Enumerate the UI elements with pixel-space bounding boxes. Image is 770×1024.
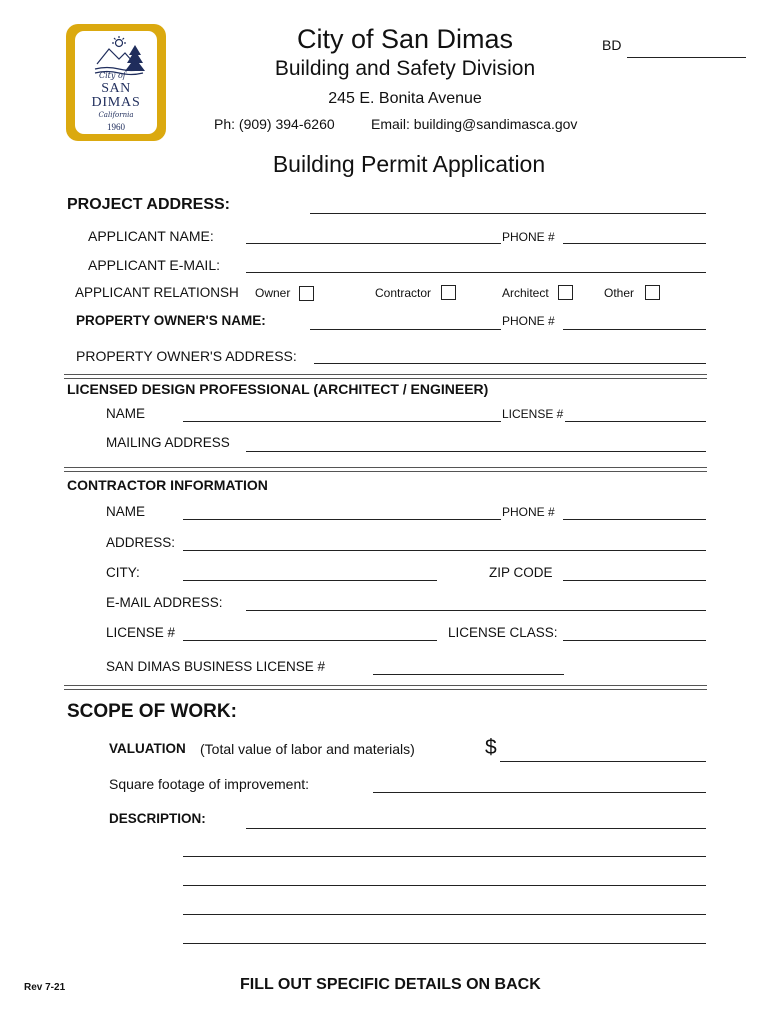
applicant-phone-field[interactable] [563, 243, 706, 244]
contractor-license-class-field[interactable] [563, 640, 706, 641]
design-license-field[interactable] [565, 421, 706, 422]
seal-year: 1960 [107, 122, 125, 132]
description-line[interactable] [183, 914, 706, 915]
design-name-field[interactable] [183, 421, 501, 422]
owner-name-label: PROPERTY OWNER'S NAME: [76, 313, 266, 328]
applicant-email-field[interactable] [246, 272, 706, 273]
applicant-phone-label: PHONE # [502, 230, 555, 244]
owner-phone-label: PHONE # [502, 314, 555, 328]
description-line[interactable] [246, 828, 706, 829]
contractor-email-label: E-MAIL ADDRESS: [106, 595, 223, 610]
contractor-email-field[interactable] [246, 610, 706, 611]
sqft-field[interactable] [373, 792, 706, 793]
relationship-contractor-label: Contractor [375, 286, 432, 300]
relationship-label: APPLICANT RELATIONSH [75, 285, 239, 300]
applicant-name-label: APPLICANT NAME: [88, 228, 214, 244]
owner-phone-field[interactable] [563, 329, 706, 330]
description-line[interactable] [183, 943, 706, 944]
seal-california: California [98, 111, 134, 119]
division-title: Building and Safety Division [274, 57, 536, 80]
design-mailing-label: MAILING ADDRESS [106, 435, 230, 450]
revision-label: Rev 7-21 [24, 982, 66, 993]
contractor-city-field[interactable] [183, 580, 437, 581]
description-label: DESCRIPTION: [109, 811, 206, 826]
relationship-architect-label: Architect [502, 286, 549, 300]
seal-dimas: DIMAS [91, 95, 141, 110]
email-address: Email: building@sandimasca.gov [371, 116, 578, 132]
scope-heading: SCOPE OF WORK: [67, 701, 237, 722]
applicant-email-label: APPLICANT E-MAIL: [88, 257, 221, 273]
section-divider [64, 467, 707, 472]
section-divider [64, 685, 707, 690]
seal-san: SAN [101, 81, 131, 96]
street-address: 245 E. Bonita Avenue [328, 90, 482, 107]
project-address-field[interactable] [310, 213, 706, 214]
relationship-other-label: Other [604, 286, 635, 300]
footer-note: FILL OUT SPECIFIC DETAILS ON BACK [240, 976, 541, 993]
contractor-license-label: LICENSE # [106, 625, 176, 640]
contractor-name-field[interactable] [183, 519, 501, 520]
architect-checkbox[interactable] [558, 285, 573, 300]
business-license-field[interactable] [373, 674, 564, 675]
bd-label: BD [602, 37, 622, 53]
contractor-phone-field[interactable] [563, 519, 706, 520]
owner-checkbox[interactable] [299, 286, 314, 301]
business-license-label: SAN DIMAS BUSINESS LICENSE # [106, 659, 326, 674]
description-line[interactable] [183, 856, 706, 857]
relationship-owner-label: Owner [255, 286, 291, 300]
city-seal-logo [66, 24, 166, 141]
design-mailing-field[interactable] [246, 451, 706, 452]
bd-field[interactable] [627, 57, 746, 58]
contractor-phone-label: PHONE # [502, 505, 555, 519]
valuation-label: VALUATION [109, 741, 186, 756]
contractor-license-field[interactable] [183, 640, 437, 641]
contractor-address-field[interactable] [183, 550, 706, 551]
valuation-field[interactable] [500, 761, 706, 762]
contractor-city-label: CITY: [106, 565, 140, 580]
city-title: City of San Dimas [296, 24, 514, 54]
design-professional-heading: LICENSED DESIGN PROFESSIONAL (ARCHITECT / ENGINEER) [67, 381, 489, 397]
applicant-name-field[interactable] [246, 243, 501, 244]
owner-address-label: PROPERTY OWNER'S ADDRESS: [76, 348, 297, 364]
owner-address-field[interactable] [314, 363, 706, 364]
contractor-zip-field[interactable] [563, 580, 706, 581]
contractor-license-class-label: LICENSE CLASS: [448, 625, 558, 640]
contractor-zip-label: ZIP CODE [489, 565, 553, 580]
contractor-checkbox[interactable] [441, 285, 456, 300]
seal-city-of: City of [99, 71, 126, 80]
contractor-name-label: NAME [106, 504, 146, 519]
valuation-note: (Total value of labor and materials) [200, 741, 415, 757]
section-divider [64, 374, 707, 379]
design-license-label: LICENSE # [502, 407, 564, 421]
design-name-label: NAME [106, 406, 146, 421]
dollar-sign: $ [485, 736, 497, 759]
project-address-label: PROJECT ADDRESS: [67, 196, 230, 213]
form-title: Building Permit Application [272, 151, 546, 177]
contractor-address-label: ADDRESS: [106, 535, 176, 550]
contractor-heading: CONTRACTOR INFORMATION [67, 477, 268, 493]
phone-number: Ph: (909) 394-6260 [214, 116, 335, 132]
owner-name-field[interactable] [310, 329, 501, 330]
other-checkbox[interactable] [645, 285, 660, 300]
sqft-label: Square footage of improvement: [109, 776, 310, 792]
description-line[interactable] [183, 885, 706, 886]
